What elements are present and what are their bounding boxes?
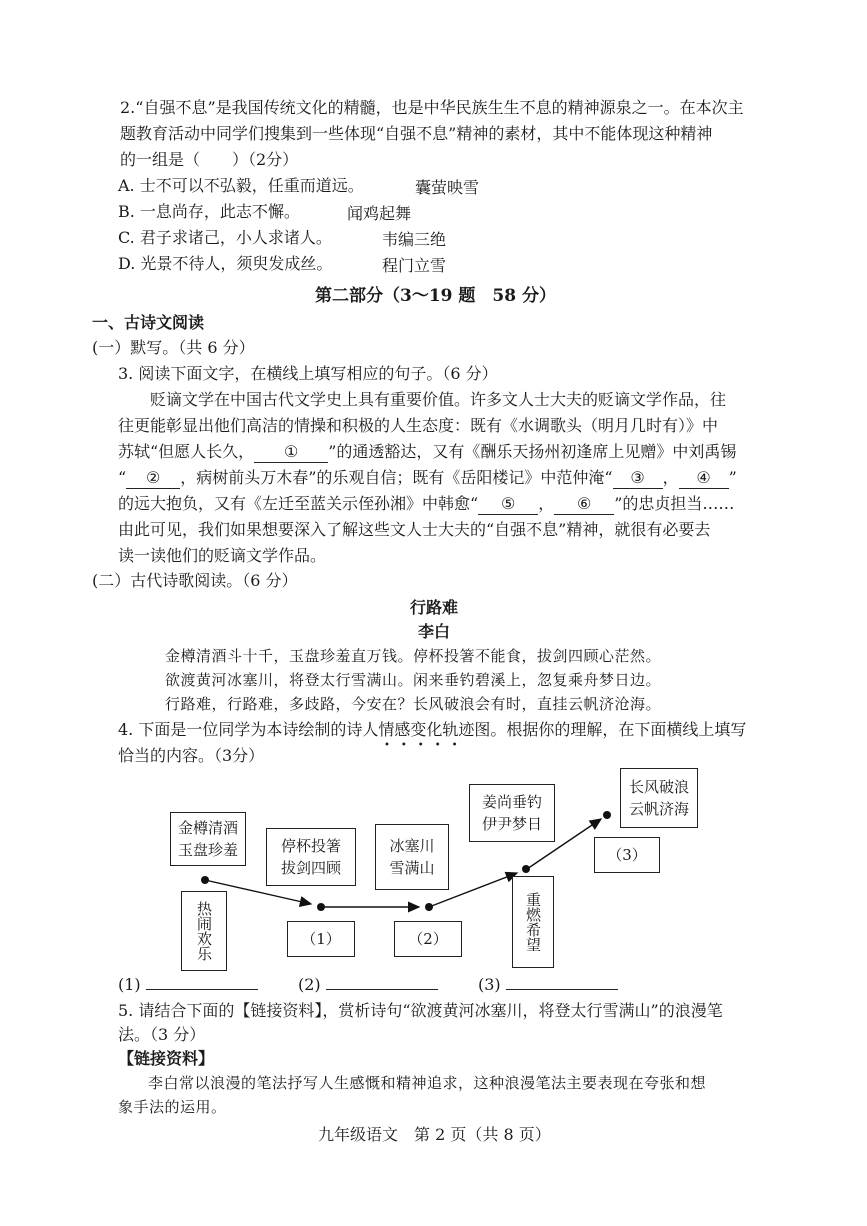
- q2-option-d: D. 光景不待人，须臾发成丝。: [118, 254, 333, 273]
- q3-line3-text-b: ”的通透豁达，又有《酬乐天扬州初逢席上见赠》中刘禹锡: [328, 442, 737, 461]
- q2-option-a-idiom: 囊萤映雪: [415, 178, 480, 197]
- blank-6[interactable]: ⑥: [554, 494, 614, 515]
- answer-line-3: [478, 975, 618, 995]
- box-3-line-1: 冰塞川: [389, 837, 435, 855]
- diagram-vbox-2: 重燃希望: [512, 876, 554, 968]
- q3-line5-text-c: ”的忠贞担当……: [614, 494, 735, 513]
- blank-1[interactable]: ①: [254, 442, 328, 463]
- point-2: [317, 903, 325, 911]
- answer-line-1: [118, 975, 258, 995]
- box-3-line-2: 雪满山: [389, 859, 435, 877]
- q3-line2: 往更能彰显出他们高洁的情操和积极的人生态度：既有《水调歌头（明月几时有）》中: [118, 416, 719, 435]
- q2-option-a: A. 士不可以不弘毅，任重而道远。: [118, 176, 364, 195]
- box-5-line-2: 云帆济海: [628, 800, 689, 818]
- q2-line2: 题教育活动中同学们搜集到一些体现“自强不息”精神的素材，其中不能体现这种精神: [120, 124, 713, 143]
- diagram-box-1: [170, 812, 246, 866]
- box-1-line-1: 金樽清酒: [177, 819, 238, 837]
- diagram-box-5: [620, 768, 698, 828]
- point-5: [603, 811, 611, 819]
- section-title-poetry: (二）古代诗歌阅读。（6 分）: [92, 571, 298, 590]
- q3-line1: 贬谪文学在中国古代文学史上具有重要价值。许多文人士大夫的贬谪文学作品，往: [150, 390, 727, 409]
- q2-option-b-idiom: 闻鸡起舞: [347, 204, 412, 223]
- q4-line1: 4. 下面是一位同学为本诗绘制的诗人情感变化轨迹图。根据你的理解，在下面横线上填写: [118, 720, 747, 739]
- blank-3[interactable]: ③: [613, 468, 663, 489]
- box-4-line-2: 伊尹梦日: [481, 815, 542, 833]
- answer-input-1[interactable]: [146, 975, 258, 990]
- blank-5[interactable]: ⑤: [478, 494, 538, 515]
- q2-option-c: C. 君子求诸己，小人求诸人。: [118, 228, 332, 247]
- q2-line3: 的一组是（ ）（2分）: [120, 150, 299, 169]
- q2-option-c-idiom: 韦编三绝: [382, 230, 447, 249]
- diagram-box-4: [469, 784, 555, 842]
- answer-line-1-label: (1): [118, 975, 141, 994]
- answer-input-3[interactable]: [506, 975, 618, 990]
- poem-line-3: 行路难，行路难，多歧路，今安在？长风破浪会有时，直挂云帆济沧海。: [165, 695, 662, 713]
- answer-box-2[interactable]: （2）: [394, 921, 462, 957]
- q3-line3-text-a: 苏轼“但愿人长久，: [118, 442, 255, 461]
- emphasis-dots: •••••: [384, 740, 469, 751]
- page-footer: 九年级语文 第 2 页（共 8 页）: [318, 1125, 551, 1144]
- poem-title: 行路难: [410, 598, 459, 617]
- point-1: [201, 876, 209, 884]
- link-material-line2: 象手法的运用。: [118, 1098, 227, 1116]
- point-3: [425, 903, 433, 911]
- point-4: [522, 865, 530, 873]
- answer-line-2: [298, 975, 438, 995]
- q2-line1: 2.“自强不息”是我国传统文化的精髓，也是中华民族生生不息的精神源泉之一。在本次主: [120, 98, 744, 117]
- poem-line-2: 欲渡黄河冰塞川，将登太行雪满山。闲来垂钓碧溪上，忽复乘舟梦日边。: [165, 671, 662, 689]
- box-2-line-1: 停杯投箸: [280, 837, 341, 855]
- answer-input-2[interactable]: [326, 975, 438, 990]
- q3-line5-text-a: 的远大抱负，又有《左迁至蓝关示侄孙湘》中韩愈“: [118, 494, 479, 513]
- blank-4[interactable]: ④: [679, 468, 729, 489]
- link-material-title: 【链接资料】: [118, 1049, 215, 1068]
- q4-line2: 恰当的内容。（3分）: [118, 746, 265, 765]
- answer-box-1[interactable]: （1）: [287, 921, 355, 957]
- box-2-line-2: 拔剑四顾: [280, 859, 341, 877]
- q2-option-b: B. 一息尚存，此志不懈。: [118, 202, 300, 221]
- q5-line1: 5. 请结合下面的【链接资料】，赏析诗句“欲渡黄河冰塞川，将登太行雪满山”的浪漫笔: [118, 1001, 723, 1020]
- diagram-vbox-1: 热闹欢乐: [181, 891, 227, 971]
- answer-box-3[interactable]: （3）: [594, 837, 660, 873]
- box-5-line-1: 长风破浪: [628, 778, 689, 796]
- section-title-ancient-reading: 一、古诗文阅读: [92, 313, 205, 332]
- section-title-dictation: (一）默写。（共 6 分）: [92, 338, 255, 357]
- diagram-box-3: [375, 824, 449, 890]
- part2-title: 第二部分（3～19 题 58 分）: [315, 286, 556, 306]
- box-4-line-1: 姜尚垂钓: [481, 793, 542, 811]
- q3-line4-text-b: ，病树前头万木春”的乐观自信；既有《岳阳楼记》中范仲淹“: [180, 468, 613, 487]
- q5-line2: 法。（3 分）: [118, 1025, 206, 1044]
- answer-line-2-label: (2): [298, 975, 321, 994]
- answer-line-3-label: (3): [478, 975, 501, 994]
- box-1-line-2: 玉盘珍羞: [177, 841, 238, 859]
- q3-line4-text-a: “: [118, 468, 127, 487]
- q3-line6: 由此可见，我们如果想要深入了解这些文人士大夫的“自强不息”精神，就很有必要去: [118, 520, 711, 539]
- q3-line7: 读一读他们的贬谪文学作品。: [118, 546, 327, 565]
- q3-line5-text-b: ，: [538, 494, 555, 513]
- q3-stem: 3. 阅读下面文字，在横线上填写相应的句子。（6 分）: [118, 364, 498, 383]
- q3-line4-text-c: ，: [662, 468, 679, 487]
- q3-line4-text-d: ”: [728, 468, 737, 487]
- poem-author: 李白: [418, 622, 451, 641]
- blank-2[interactable]: ②: [126, 468, 180, 489]
- diagram-box-2: [266, 828, 356, 886]
- link-material-line1: 李白常以浪漫的笔法抒写人生感慨和精神追求，这种浪漫笔法主要表现在夸张和想: [148, 1074, 707, 1092]
- q2-option-d-idiom: 程门立雪: [382, 256, 447, 275]
- poem-line-1: 金樽清酒斗十千，玉盘珍羞直万钱。停杯投箸不能食，拔剑四顾心茫然。: [165, 647, 662, 665]
